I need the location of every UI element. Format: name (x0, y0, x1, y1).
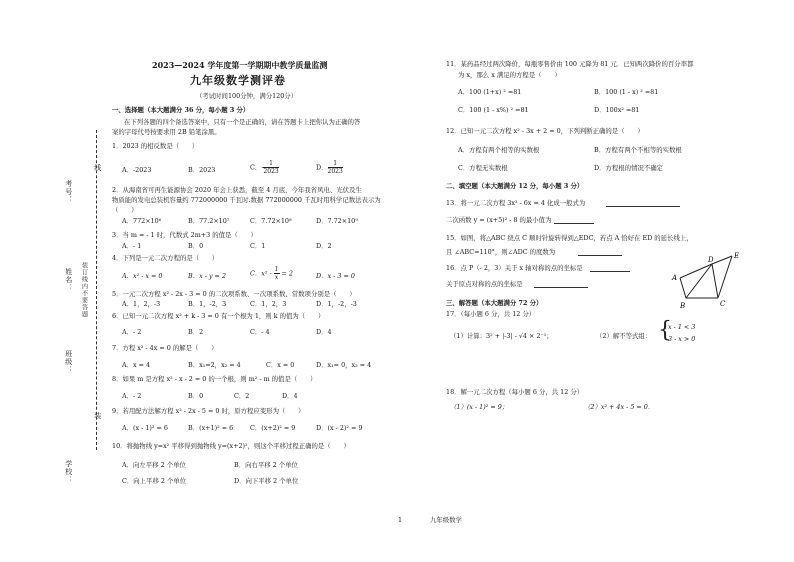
inequality-brace: { (658, 318, 672, 343)
section1-instruction: 在下列各题的四个备选答案中，只有一个是正确的，请在答题卡上把你认为正确的答 (124, 118, 361, 126)
q10-option-b: B．向右平移 2 个单位 (234, 461, 298, 469)
q9-option-c: C．(x+2)² = 9 (250, 424, 296, 432)
q1-option-a: A．-2023 (122, 166, 152, 174)
q6-option-b: B．2 (188, 328, 204, 336)
question-14: 二次函数 y = (x+5)² - 8 的最小值为 (446, 216, 552, 224)
q1-option-c: C．- $\frac{1}{2023}$ (250, 160, 279, 175)
label-b: B (680, 302, 686, 310)
question-2-line2: 物质能的发电总装机容量约 772000000 千瓦时.数据 772000000 千瓦时用科学记数法表示为 (112, 196, 381, 204)
section2-title: 二、填空题（本大题满分 12 分，每小题 3 分） (446, 182, 584, 190)
section1-title: 一、选择题（本大题满分 36 分，每小题 3 分） (112, 106, 250, 114)
q18-part1: （1）(x - 1)² = 9； (450, 403, 509, 411)
q6-option-a: A．- 2 (122, 328, 142, 336)
q11-option-b: B．100 (1 - x) ² =81 (594, 88, 659, 96)
q2-option-d: D．7.72×10⁹ (316, 217, 358, 225)
q7-option-c: C．x = 0 (266, 361, 295, 369)
label-e: E (734, 252, 740, 260)
q17-part1: （1）计算：3² + |-3| - √4 × 2⁻¹； (450, 332, 553, 340)
question-6: 6．已知一元二次方程 x² + k - 3 = 0 有一个根为 1，则 k 的值为（ ） (112, 312, 325, 320)
q3-option-d: D．2 (316, 242, 332, 250)
q7-option-d: D．x₁= 0，x₂ = 4 (316, 361, 372, 369)
q4-option-b: B．x - y = 2 (188, 272, 227, 280)
rotation-figure (662, 250, 752, 312)
question-17: 17．（每小题 6 分，共 12 分） (446, 310, 536, 318)
exam-title-line1: 2023—2024 学年度第一学期期中教学质量监测 (152, 60, 328, 70)
label-a: A (672, 274, 678, 282)
q7-option-a: A．x = 4 (122, 361, 151, 369)
page-number: 1 (398, 516, 403, 524)
q5-option-c: C．1，2，3 (250, 300, 287, 308)
q8-option-c: C．2 (234, 392, 250, 400)
question-5: 5．一元二次方程 x² - 2x - 3 = 0 的二次项系数、一次项系数、常数项分别是（ ） (112, 290, 356, 298)
question-1: 1．2023 的相反数是（ ） (112, 142, 199, 150)
question-12: 12．已知一元二次方程 x² - 3x + 2 = 0，下列判断正确的是（ ） (446, 127, 644, 135)
q8-option-a: A．- 2 (122, 392, 142, 400)
question-4: 4．下列是一元二次方程的是（ ） (112, 254, 219, 262)
q3-option-b: B．0 (188, 242, 204, 250)
q10-option-c: C．向上平移 2 个单位 (122, 477, 187, 485)
question-7: 7．方程 x² - 4x = 0 的解是（ ） (112, 344, 218, 352)
question-15-line1: 15．如图，将△ABC 绕点 C 顺时针旋转得到△EDC，若点 A 恰好在 ED 的延长线上， (446, 234, 693, 242)
footer-subject: 九年级数学 (430, 516, 462, 524)
seal-warning: 装订线内不要答题 (80, 262, 88, 318)
question-16-line2: 关于原点对称的点的坐标是 (446, 280, 523, 288)
question-9: 9．若用配方法解方程 x² - 2x - 5 = 0 时，原方程应变形为（ ） (112, 407, 305, 415)
q10-option-a: A．向左平移 2 个单位 (122, 461, 186, 469)
q6-option-d: D．4 (316, 328, 332, 336)
section3-title: 三、解答题（本大题满分 72 分） (446, 299, 543, 307)
binding-margin (0, 0, 108, 562)
q6-option-c: C．- 4 (250, 328, 270, 336)
q8-option-d: D．4 (282, 392, 298, 400)
question-8: 8．如果 m 是方程 x² - x - 2 = 0 的一个根，则 m² - m 的值是（ ） (112, 375, 317, 383)
q5-option-a: A．1，2，-3 (122, 300, 161, 308)
q9-option-d: D．(x - 2)² = 9 (316, 424, 363, 432)
q11-option-c: C．100 (1 - x%) ² =81 (458, 106, 529, 114)
q5-option-b: B．1，-2，3 (188, 300, 227, 308)
school-label: 学校： (64, 460, 73, 484)
q8-option-b: B．0 (188, 392, 204, 400)
q4-option-d: D．x - 3 = 0 (316, 272, 355, 280)
label-d: D (708, 256, 714, 264)
q17-inequality-1: x - 1 < 3 (668, 323, 696, 331)
cut-line (96, 130, 97, 450)
seal-mark-top: 线 (93, 164, 102, 172)
q9-option-b: B．(x+1)² = 6 (188, 424, 234, 432)
question-13: 13．将一元二次方程 3x² - 6x = 4 化成一般式为 (446, 199, 586, 207)
exam-subtitle: （考试时间100分钟，满分120分） (196, 92, 298, 100)
q1-option-b: B．2023 (188, 166, 216, 174)
question-2-line3: （ ） (112, 206, 138, 214)
question-2-line1: 2．从海南省可再生能源协会 2020 年会上获悉，截至 4 月底，今年我省风电、光伏及生 (112, 186, 362, 194)
q12-option-c: C．方程无实数根 (458, 164, 508, 172)
section1-instruction-2: 案的字母代号按要求用 2B 铅笔涂黑。 (112, 128, 221, 136)
q12-option-d: D．方程根的情况不确定 (594, 164, 664, 172)
q3-option-a: A．- 1 (122, 242, 142, 250)
label-c: C (720, 300, 726, 308)
q17-inequality-2: 3 - x > 0 (668, 335, 696, 343)
name-label: 姓名： (64, 268, 73, 292)
exam-title-line2: 九年级数学测评卷 (190, 74, 286, 87)
q2-option-a: A．772×10⁶ (122, 217, 162, 225)
q2-option-b: B．77.2×10⁷ (188, 217, 230, 225)
question-11-line2: 为 x，那么 x 满足的方程是（ ） (458, 71, 561, 79)
question-15-line2: 且 ∠ABC=110°，则∠ADC 的度数为 (446, 248, 556, 256)
q4-option-a: A．x² - x = 0 (122, 272, 163, 280)
question-18: 18．解一元二次方程（每小题 6 分，共 12 分） (446, 388, 584, 396)
q2-option-c: C．7.72×10⁸ (250, 217, 292, 225)
q11-option-a: A．100 (1+x) ² =81 (458, 88, 522, 96)
question-3: 3．当 m = - 1 时，代数式 2m+3 的值是（ ） (112, 231, 257, 239)
q10-option-d: D．向下平移 2 个单位 (234, 477, 299, 485)
q1-option-d: D． $\frac{1}{2023}$ (316, 160, 343, 175)
q12-option-b: B．方程有两个不相等的实数根 (594, 146, 682, 154)
q5-option-d: D．1，-2，-3 (316, 300, 357, 308)
question-11-line1: 11．某药品经过两次降价，每瓶零售价由 100 元降为 81 元．已知两次降价的百分率都 (446, 60, 694, 68)
q9-option-a: A．(x - 1)² = 6 (122, 424, 168, 432)
class-label: 班级： (64, 350, 73, 374)
q18-part2: （2）x² + 4x - 5 = 0． (584, 403, 655, 411)
q17-part2: （2）解不等式组： (596, 332, 652, 340)
q4-option-c: C．x² - $\frac{1}{x}$ = 2 (250, 266, 293, 281)
q12-option-a: A．方程有两个相等的实数根 (458, 146, 540, 154)
q3-option-c: C．1 (250, 242, 266, 250)
q7-option-b: B．x₁=2，x₂ = 4 (188, 361, 241, 369)
question-16-line1: 16．点 P（- 2，3）关于 x 轴对称的点的坐标是 (446, 264, 583, 272)
question-10: 10．将抛物线 y=x² 平移得到抛物线 y=(x+2)²，则这个平移过程正确的是（ ） (112, 442, 350, 450)
q11-option-d: D．100x² =81 (594, 106, 640, 114)
seal-mark-bottom: 装 (93, 412, 102, 420)
exam-no-label: 考号： (64, 180, 73, 204)
